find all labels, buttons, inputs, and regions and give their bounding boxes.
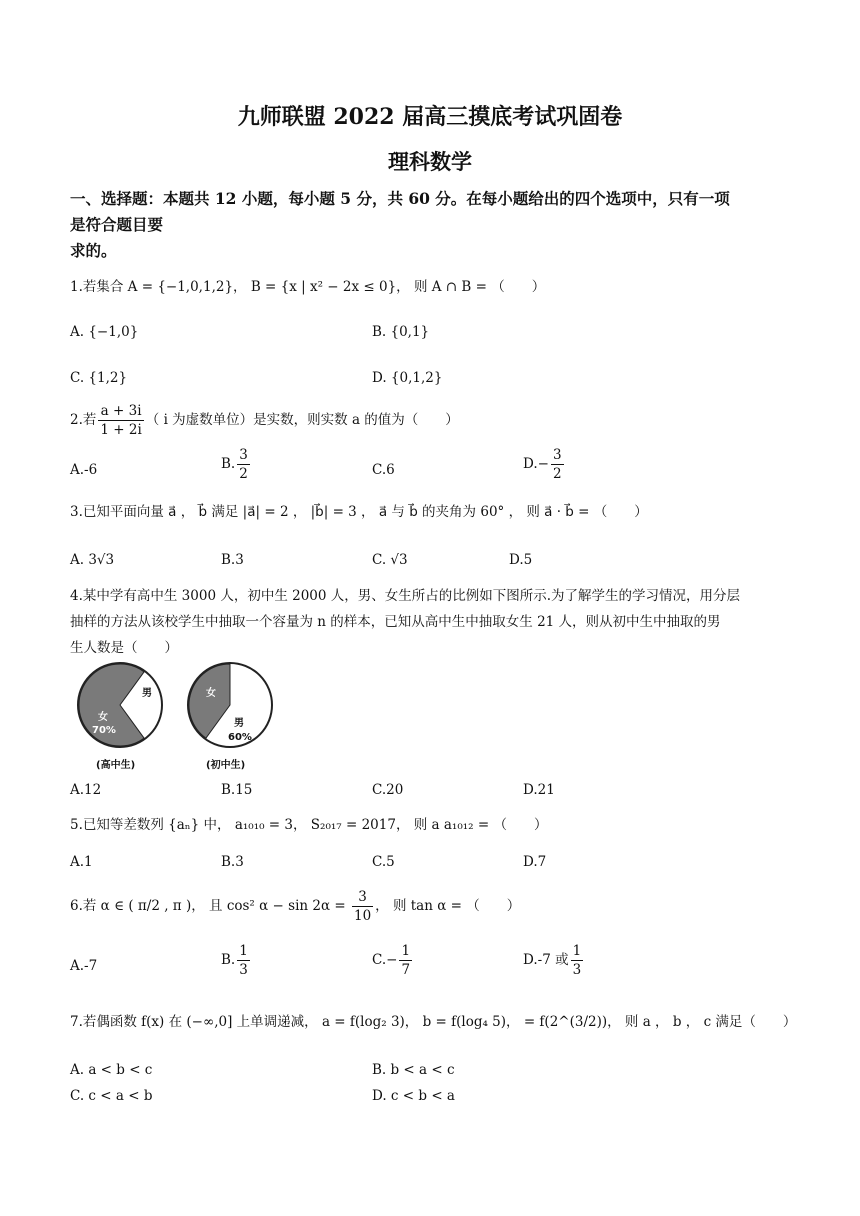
q3-option-d: D.5 <box>509 552 533 568</box>
q6-option-c-num: 1 <box>401 943 411 959</box>
pie-middle-school-female-label: 女 <box>206 688 216 699</box>
q6-option-a: A.-7 <box>70 958 98 974</box>
pie-middle-school <box>188 663 272 771</box>
q1-option-a: A. {−1,0} <box>70 324 139 340</box>
q6-stem-prefix: 6.若 α ∈ ( π/2 , π )， 且 cos² α − sin 2α = <box>70 898 350 914</box>
q4-option-c: C.20 <box>372 782 404 798</box>
q6-option-c-fraction <box>399 942 412 979</box>
q2-stem-prefix: 2.若 <box>70 412 97 428</box>
gender-ratio-pie-charts <box>76 660 276 776</box>
q4-option-d: D.21 <box>523 782 555 798</box>
q2-fraction-numerator: a + 3i <box>98 402 143 421</box>
question-6-stem <box>70 888 800 925</box>
q5-option-d: D.7 <box>523 854 547 870</box>
exam-subject: 理科数学 <box>388 149 472 174</box>
q5-option-a: A.1 <box>70 854 93 870</box>
q3-option-a: A. 3√3 <box>70 552 115 568</box>
q6-option-c-den: 7 <box>401 962 411 978</box>
q2-option-a: A.-6 <box>70 462 98 478</box>
q6-option-c-label: C.− <box>372 952 398 968</box>
q3-option-b: B.3 <box>221 552 244 568</box>
q2-option-b <box>221 446 252 483</box>
q4-option-b: B.15 <box>221 782 253 798</box>
section-heading-line1: 一、选择题：本题共 12 小题，每小题 5 分，共 60 分。在每小题给出的四个选项中，只有一项 <box>70 189 730 208</box>
q6-fraction-numerator: 3 <box>352 888 373 907</box>
pie-middle-school-male-label: 男 <box>234 718 244 729</box>
q6-option-b-fraction <box>237 942 250 979</box>
question-7-stem: 7.若偶函数 f(x) 在 (−∞,0] 上单调递减， a = f(log₂ 3)， b = f(log₄ 5)， = f(2^(3/2))， 则 a ， b ， c 满足（ ） <box>70 1014 797 1030</box>
q2-option-d-label: D.− <box>523 456 549 472</box>
pie-high-school-female-pct: 70% <box>92 725 116 736</box>
q6-option-c <box>372 942 414 979</box>
q6-stem-suffix: ， 则 tan α = （ ） <box>375 898 521 914</box>
question-3-stem: 3.已知平面向量 a⃗ ， b⃗ 满足 |a⃗| = 2 ， |b⃗| = 3 ， a⃗ 与 b⃗ 的夹角为 60° ， 则 a⃗ · b⃗ = （ ） <box>70 504 648 520</box>
question-4-line3: 生人数是（ ） <box>70 640 178 656</box>
q2-option-d-den: 2 <box>552 466 562 482</box>
q1-option-b: B. {0,1} <box>372 324 430 340</box>
q6-option-d-den: 3 <box>572 962 582 978</box>
question-4-line1: 4.某中学有高中生 3000 人，初中生 2000 人，男、女生所占的比例如下图所示.为了解学生的学习情况，用分层 <box>70 588 741 604</box>
q6-fraction-denominator: 10 <box>353 908 372 924</box>
q2-option-b-num: 3 <box>239 447 248 463</box>
q2-option-c: C.6 <box>372 462 395 478</box>
q7-option-b: B. b < a < c <box>372 1062 455 1078</box>
pie-middle-school-caption: (初中生) <box>206 760 246 771</box>
q1-option-c: C. {1,2} <box>70 370 128 386</box>
q2-option-d-fraction <box>551 446 564 483</box>
q6-option-d-label: D.-7 或 <box>523 952 569 968</box>
q6-option-d <box>523 942 585 979</box>
q6-option-b-den: 3 <box>239 962 248 978</box>
q2-option-b-den: 2 <box>239 466 248 482</box>
exam-title: 九师联盟 2022 届高三摸底考试巩固卷 <box>237 104 623 130</box>
q2-option-d-num: 3 <box>552 447 562 463</box>
pie-high-school-caption: (高中生) <box>96 760 136 771</box>
pie-high-school-female-label: 女 <box>98 712 108 723</box>
q6-option-b-label: B. <box>221 952 236 968</box>
q6-option-b <box>221 942 252 979</box>
q7-option-a: A. a < b < c <box>70 1062 153 1078</box>
q6-fraction <box>352 888 373 925</box>
q2-option-d <box>523 446 566 483</box>
question-4-line2: 抽样的方法从该校学生中抽取一个容量为 n 的样本，已知从高中生中抽取女生 21 人，则从初中生中抽取的男 <box>70 614 721 630</box>
q7-option-d: D. c < b < a <box>372 1088 455 1104</box>
q2-fraction-denominator: 1 + 2i <box>100 422 142 438</box>
section-heading-line3: 求的。 <box>70 241 117 260</box>
q1-option-d: D. {0,1,2} <box>372 370 443 386</box>
question-2-stem <box>70 402 800 439</box>
section-heading-line2: 是符合题目要 <box>70 215 164 234</box>
pie-high-school-male-label: 男 <box>142 688 152 699</box>
q2-option-b-fraction <box>237 446 250 483</box>
q6-option-b-num: 1 <box>239 943 248 959</box>
question-1-stem: 1.若集合 A = {−1,0,1,2}， B = {x | x² − 2x ≤ 0}， 则 A ∩ B = （ ） <box>70 279 546 295</box>
q5-option-b: B.3 <box>221 854 244 870</box>
q4-option-a: A.12 <box>70 782 102 798</box>
q3-option-c: C. √3 <box>372 552 408 568</box>
q6-option-d-num: 1 <box>572 943 582 959</box>
question-5-stem: 5.已知等差数列 {aₙ} 中， a₁₀₁₀ = 3， S₂₀₁₇ = 2017， 则 a a₁₀₁₂ = （ ） <box>70 817 548 833</box>
q5-option-c: C.5 <box>372 854 395 870</box>
q6-option-d-fraction <box>571 942 584 979</box>
q2-stem-suffix: （ i 为虚数单位）是实数，则实数 a 的值为（ ） <box>145 412 459 428</box>
q2-fraction <box>98 402 143 439</box>
q7-option-c: C. c < a < b <box>70 1088 153 1104</box>
pie-high-school <box>78 663 162 771</box>
pie-middle-school-male-pct: 60% <box>228 732 252 743</box>
q2-option-b-label: B. <box>221 456 236 472</box>
